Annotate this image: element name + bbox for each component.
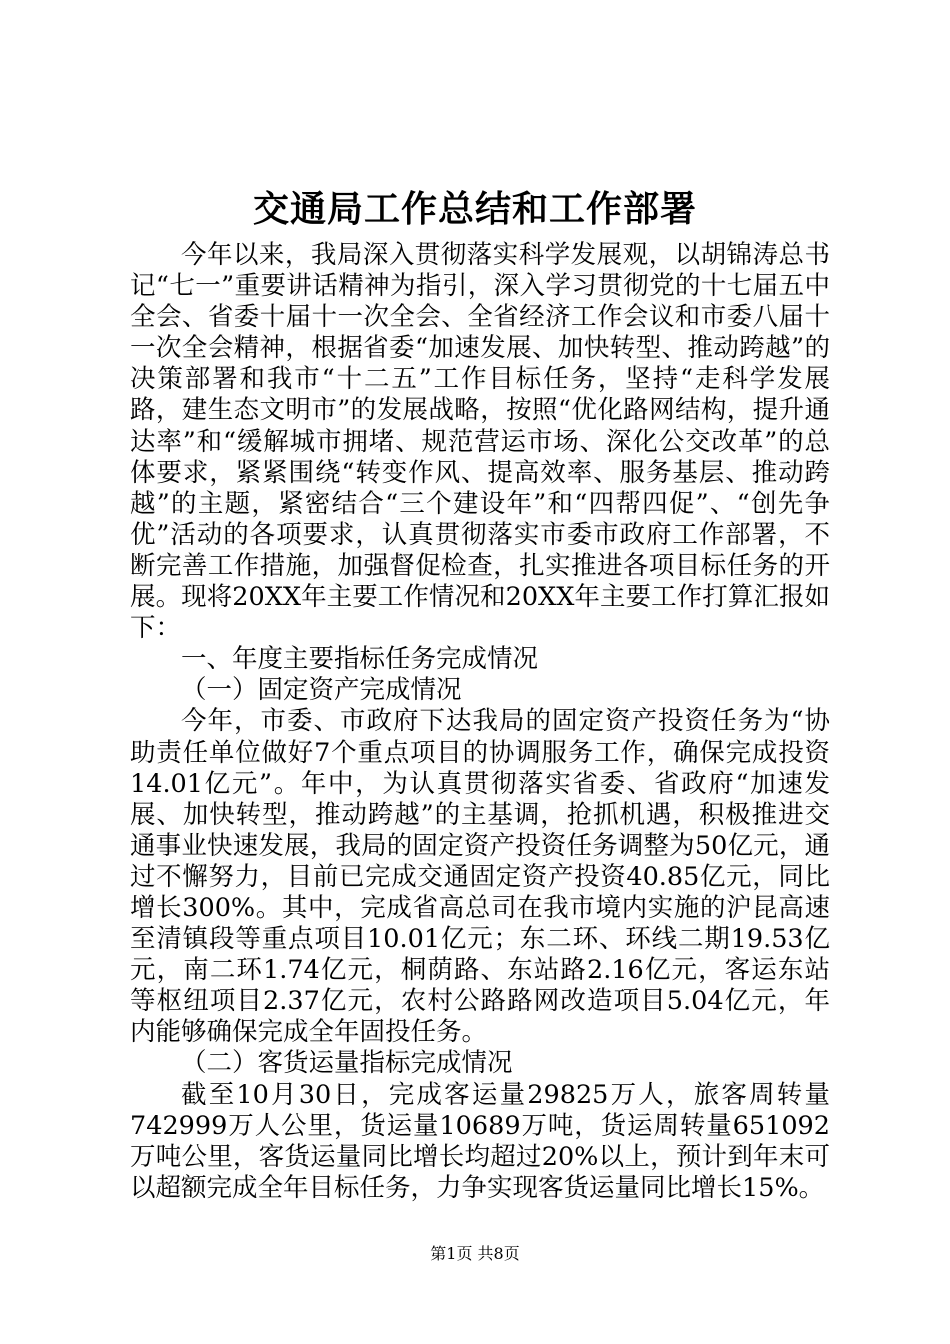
section-heading-1: 一、年度主要指标任务完成情况 <box>181 644 539 675</box>
fixed-assets-paragraph: 今年，市委、市政府下达我局的固定资产投资任务为“协助责任单位做好7个重点项目的协调服务工作，确保完成投资14.01亿元”。年中，为认真贯彻落实省委、省政府“加速发展、加快转型，推动跨越”的主基调，抢抓机遇，积极推进交通事业快速发展，我局的固定资产投资任务调整为50亿元，通过不懈努力，目前已完成交通固定资产投资40.85亿元，同比增长300%。其中，完成省高总司在我市境内实施的沪昆高速至清镇段等重点项目10.01亿元；东二环、环线二期19.53亿元，南二环1.74亿元，桐荫路、东站路2.16亿元，客运东站等枢纽项目2.37亿元，农村公路路网改造项目5.04亿元，年内能够确保完成全年固投任务。 <box>130 706 830 1048</box>
traffic-volume-paragraph: 截至10月30日，完成客运量29825万人，旅客周转量742999万人公里，货运量10689万吨，货运周转量651092万吨公里，客货运量同比增长均超过20%以上，预计到年末可以超额完成全年目标任务，力争实现客货运量同比增长15%。 <box>130 1079 830 1203</box>
intro-paragraph: 今年以来，我局深入贯彻落实科学发展观，以胡锦涛总书记“七一”重要讲话精神为指引，深入学习贯彻党的十七届五中全会、省委十届十一次全会、全省经济工作会议和市委八届十一次全会精神，根据省委“加速发展、加快转型、推动跨越”的决策部署和我市“十二五”工作目标任务，坚持“走科学发展路，建生态文明市”的发展战略，按照“优化路网结构，提升通达率”和“缓解城市拥堵、规范营运市场、深化公交改革”的总体要求，紧紧围绕“转变作风、提高效率、服务基层、推动跨越”的主题，紧密结合“三个建设年”和“四帮四促”、“创先争优”活动的各项要求，认真贯彻落实市委市政府工作部署，不断完善工作措施，加强督促检查，扎实推进各项目标任务的开展。现将20XX年主要工作情况和20XX年主要工作打算汇报如下： <box>130 240 830 644</box>
page-number-footer: 第1页 共8页 <box>430 1244 520 1263</box>
subsection-heading-fixed-assets: （一）固定资产完成情况 <box>181 675 462 706</box>
document-body <box>130 240 830 1204</box>
document-title: 交通局工作总结和工作部署 <box>252 188 697 230</box>
subsection-heading-traffic-volume: （二）客货运量指标完成情况 <box>181 1048 513 1079</box>
